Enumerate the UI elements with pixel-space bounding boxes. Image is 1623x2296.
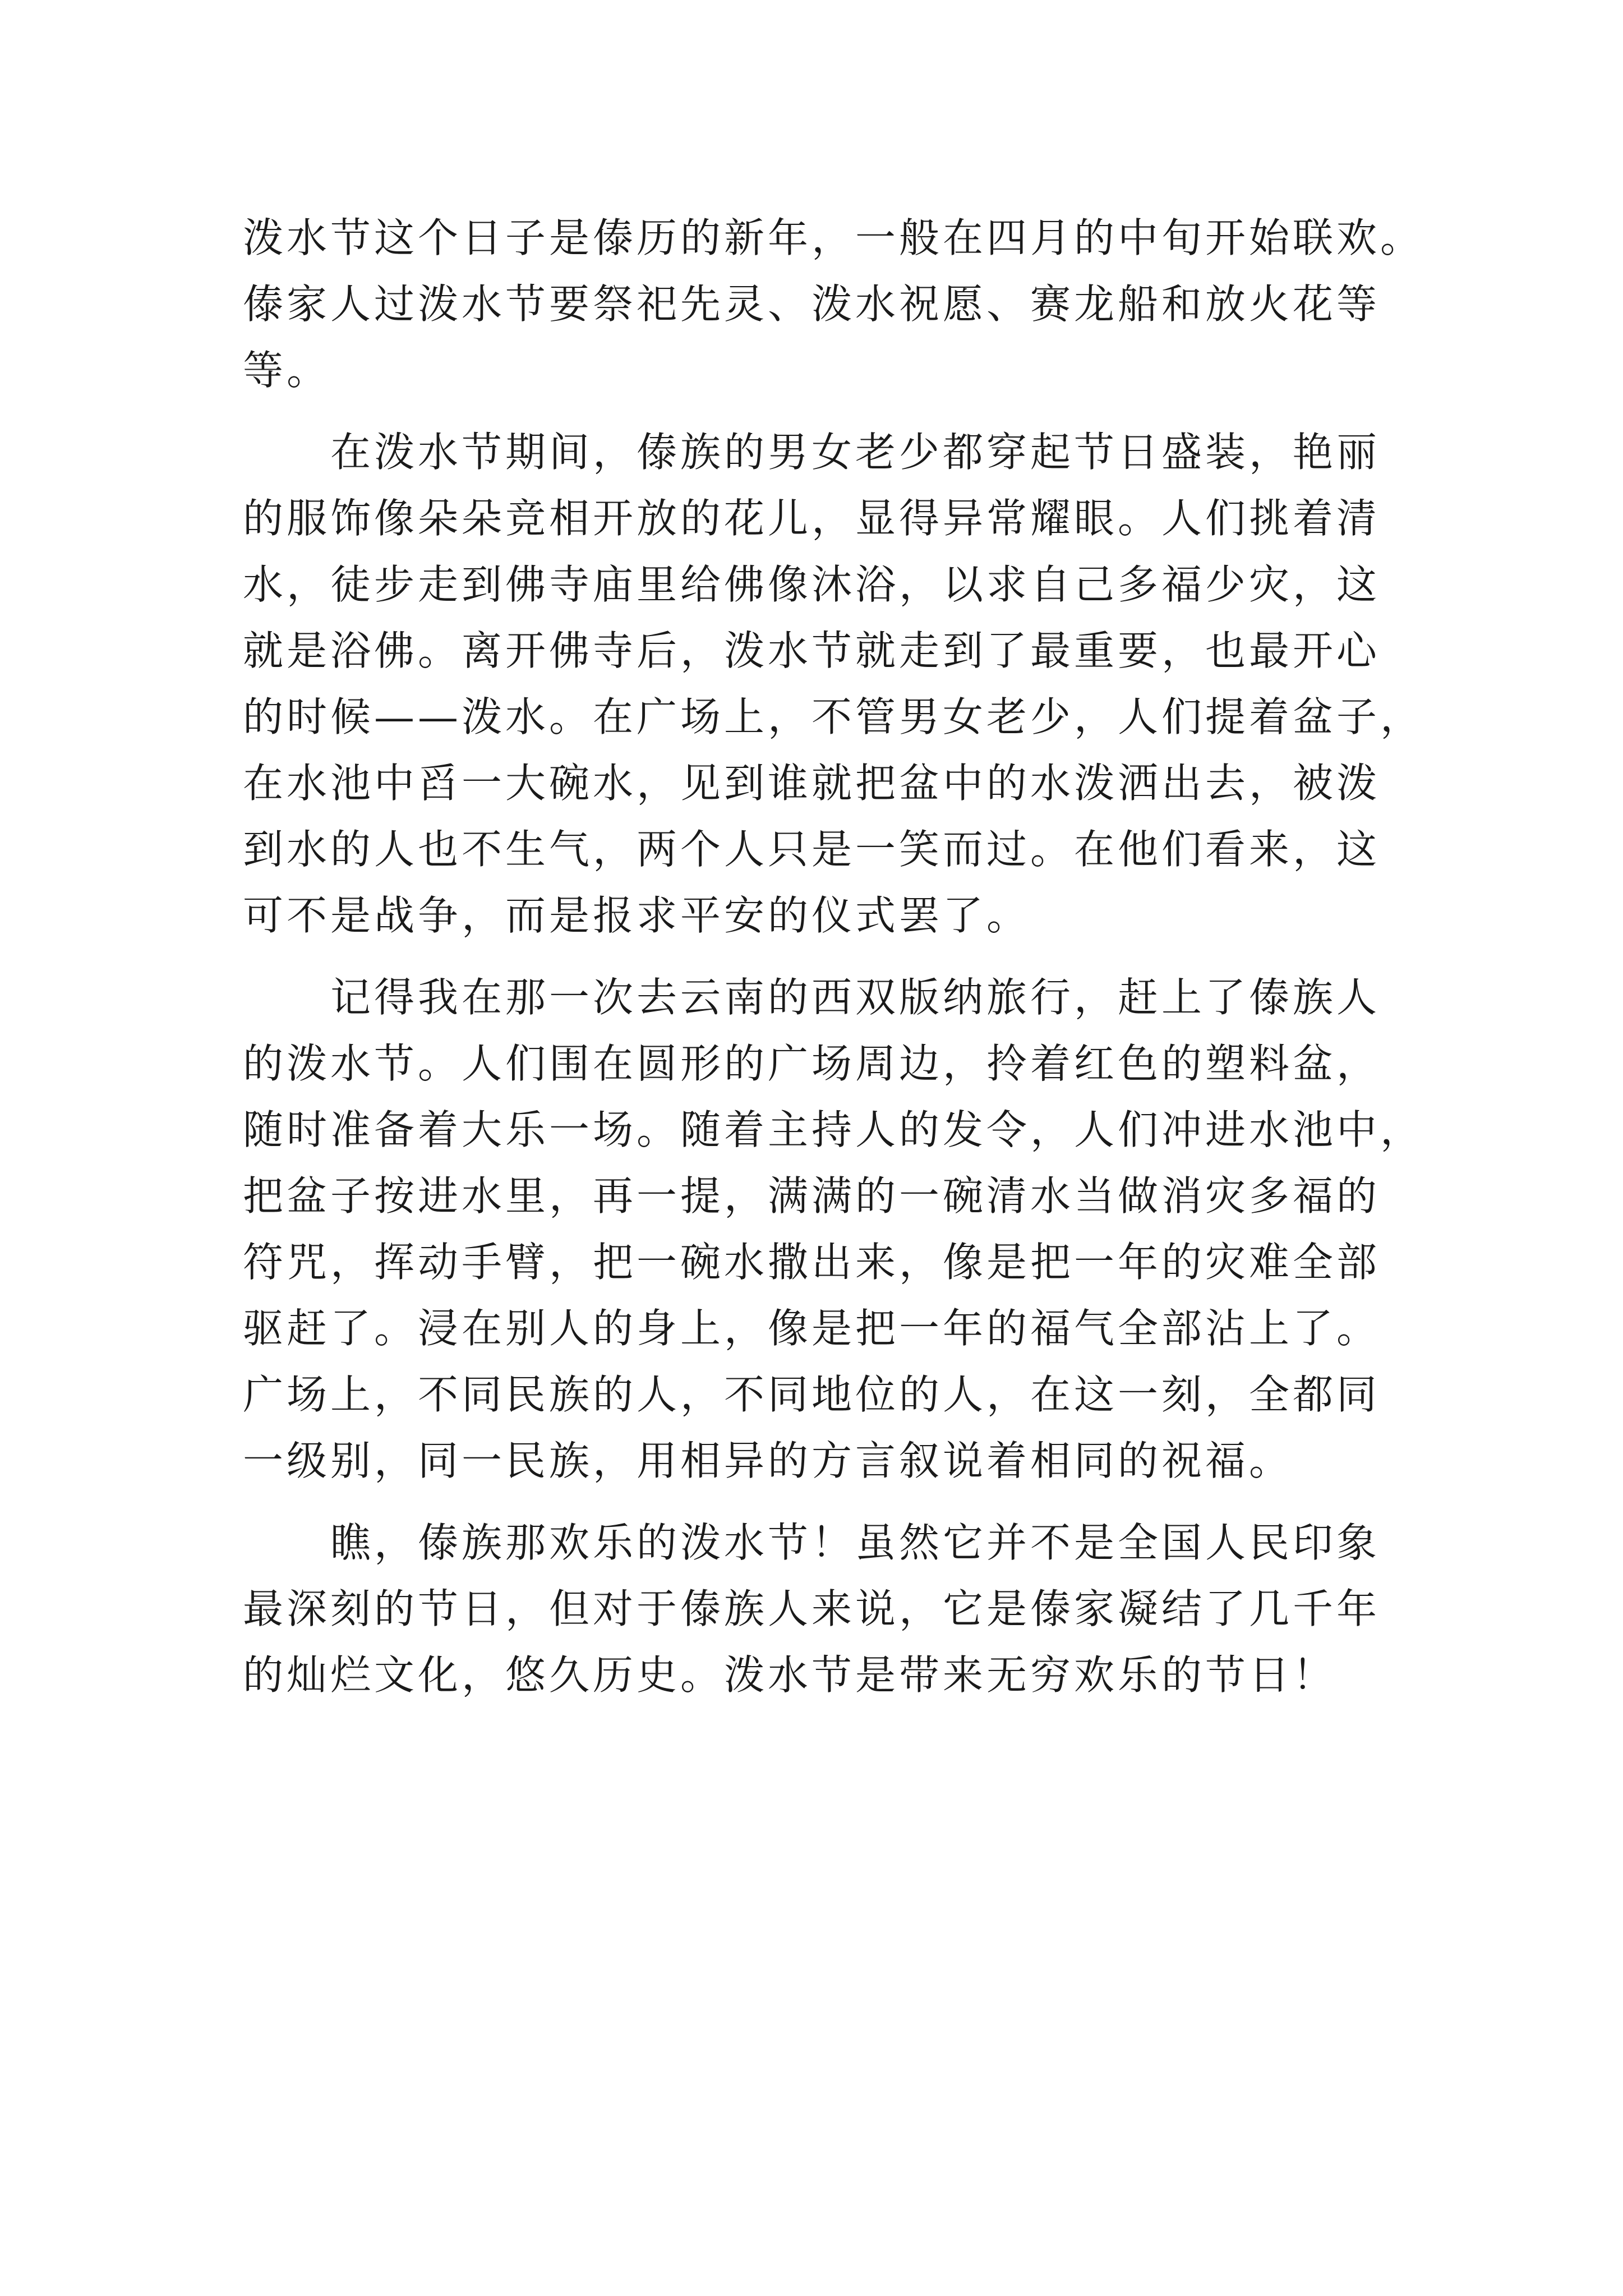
text-line: 一级别，同一民族，用相异的方言叙说着相同的祝福。: [243, 1437, 1293, 1484]
document-body: [243, 205, 1426, 1708]
text-line: 在泼水节期间，傣族的男女老少都穿起节日盛装，艳丽: [243, 429, 1381, 476]
text-line: 到水的人也不生气，两个人只是一笑而过。在他们看来，这: [243, 826, 1381, 873]
text-line: 最深刻的节日，但对于傣族人来说，它是傣家凝结了几千年: [243, 1585, 1381, 1632]
text-line: 就是浴佛。离开佛寺后，泼水节就走到了最重要，也最开心: [243, 627, 1381, 674]
text-line: 记得我在那一次去云南的西双版纳旅行，赶上了傣族人: [243, 974, 1381, 1021]
text-line: 驱赶了。浸在别人的身上，像是把一年的福气全部沾上了。: [243, 1305, 1381, 1352]
text-line: 把盆子按进水里，再一提，满满的一碗清水当做消灾多福的: [243, 1172, 1381, 1220]
text-line: 的时候——泼水。在广场上，不管男女老少，人们提着盆子，: [243, 693, 1424, 740]
paragraph-4: [243, 1510, 1426, 1708]
paragraph-2: [243, 419, 1426, 949]
text-line: 在水池中舀一大碗水，见到谁就把盆中的水泼洒出去，被泼: [243, 760, 1381, 807]
text-line: 傣家人过泼水节要祭祀先灵、泼水祝愿、赛龙船和放火花等: [243, 280, 1381, 328]
text-line: 泼水节这个日子是傣历的新年，一般在四月的中旬开始联欢。: [243, 214, 1424, 261]
text-line: 水，徒步走到佛寺庙里给佛像沐浴，以求自己多福少灾，这: [243, 561, 1381, 608]
text-line: 瞧，傣族那欢乐的泼水节！虽然它并不是全国人民印象: [243, 1519, 1381, 1566]
text-line: 等。: [243, 347, 331, 394]
text-line: 的灿烂文化，悠久历史。泼水节是带来无穷欢乐的节日！: [243, 1651, 1337, 1699]
text-line: 的服饰像朵朵竞相开放的花儿，显得异常耀眼。人们挑着清: [243, 495, 1381, 542]
text-line: 符咒，挥动手臂，把一碗水撒出来，像是把一年的灾难全部: [243, 1239, 1381, 1286]
text-line: 可不是战争，而是报求平安的仪式罢了。: [243, 892, 1031, 939]
paragraph-1: [243, 205, 1426, 403]
text-line: 广场上，不同民族的人，不同地位的人，在这一刻，全都同: [243, 1371, 1381, 1418]
text-line: 的泼水节。人们围在圆形的广场周边，拎着红色的塑料盆，: [243, 1040, 1381, 1087]
paragraph-3: [243, 964, 1426, 1494]
text-line: 随时准备着大乐一场。随着主持人的发令，人们冲进水池中，: [243, 1106, 1424, 1153]
